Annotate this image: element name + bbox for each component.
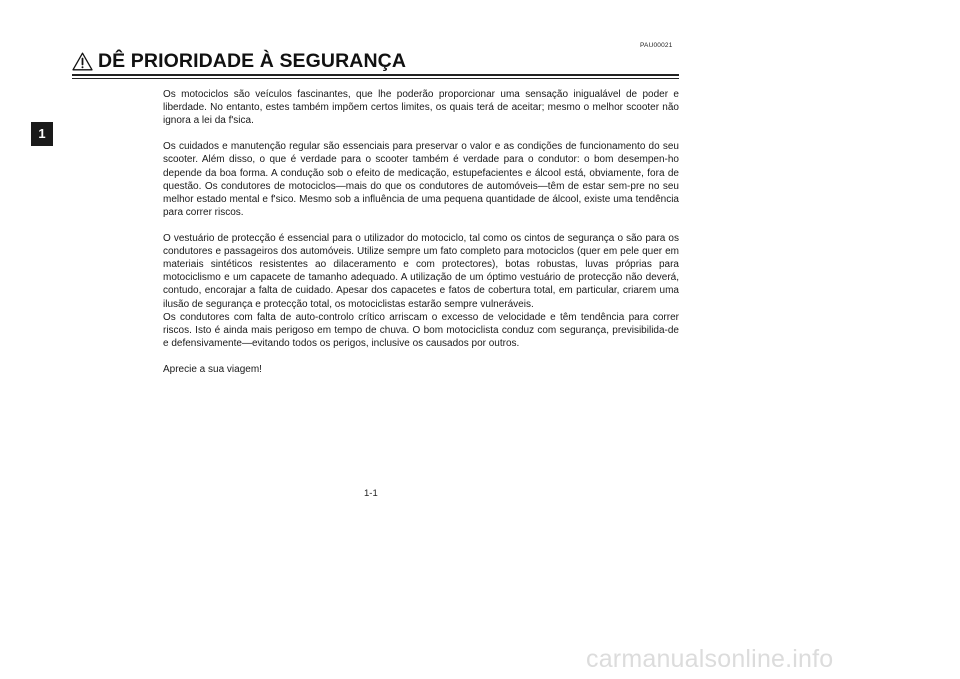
chapter-tab: 1	[31, 122, 53, 146]
paragraph-intro: Os motociclos são veículos fascinantes, que lhe poderão proporcionar uma sensação inigualável de poder e liberdade. No entanto, estes também impõem certos limites, os quais terá de aceitar; mesmo o melhor scooter não ignora a lei da f'sica.	[163, 89, 679, 127]
page-header	[72, 47, 406, 75]
body-text	[163, 88, 679, 376]
header-rule-thick	[72, 74, 679, 76]
page-number: 1-1	[364, 488, 378, 499]
paragraph-protective-clothing: O vestuário de protecção é essencial para o utilizador do motociclo, tal como os cintos de segurança o são para os condutores e passageiros dos automóveis. Utilize sempre um fato completo para motociclos (quer em pele quer em materiais sintéticos resistentes ao dilaceramento e com protectores), botas robustas, luvas próprias para motociclismo e um capacete de tamanho adequado. A utilização de um óptimo vestuário de protecção não deverá, contudo, encorajar a falta de cuidado. Apesar dos capacetes e fatos de cobertura total, em particular, criarem uma ilusão de segurança e protecção total, os motociclistas estarão sempre vulneráveis.	[163, 233, 679, 310]
watermark: carmanualsonline.info	[586, 645, 834, 673]
document-code: PAU00021	[640, 42, 673, 49]
warning-triangle-icon	[72, 52, 93, 71]
paragraph-closing: Aprecie a sua viagem!	[163, 363, 262, 375]
paragraph-maintenance: Os cuidados e manutenção regular são essenciais para preservar o valor e as condições de funcionamento do seu scooter. Além disso, o que é verdade para o scooter também é verdade para o condutor: o bom desempen-ho depende da boa forma. A condução sob o efeito de medicação, estupefacientes e álcool está, obviamente, fora de questão. Os condutores de motociclos—mais do que os condutores de automóveis—têm de estar sem-pre no seu melhor estado mental e f'sico. Mesmo sob a influência de uma pequena quantidade de álcool, existe uma tendência para correr riscos.	[163, 141, 679, 218]
header-rule-thin	[72, 78, 679, 79]
paragraph-self-control: Os condutores com falta de auto-controlo crítico arriscam o excesso de velocidade e têm tendência para correr riscos. Isto é ainda mais perigoso em tempo de chuva. O bom motociclista conduz com segurança, previsibilida-de e defensivamente—evitando todos os perigos, inclusive os causados por outros.	[163, 311, 679, 349]
page-title: DÊ PRIORIDADE À SEGURANÇA	[98, 49, 407, 72]
